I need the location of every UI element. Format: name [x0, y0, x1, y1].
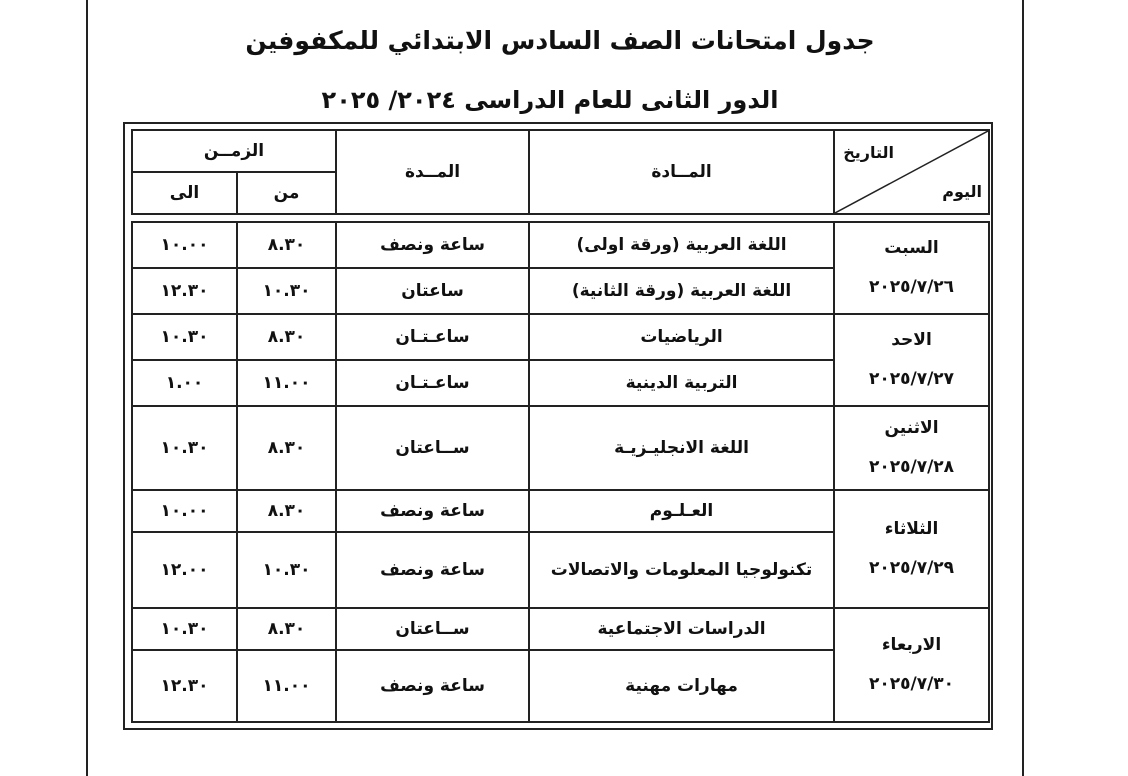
to-cell: ١٠.٠٠	[132, 490, 237, 532]
date-day-header	[834, 130, 989, 214]
day-name: الاربعاء	[881, 634, 942, 655]
day-name: الاحد	[891, 329, 932, 350]
day-date: ٢٠٢٥/٧/٢٧	[868, 369, 955, 389]
day-date: ٢٠٢٥/٧/٢٨	[868, 457, 955, 477]
subject-cell: مهارات مهنية	[529, 650, 834, 722]
subject-cell: اللغة العربية (ورقة اولى)	[529, 222, 834, 268]
to-cell: ١٠.٣٠	[132, 406, 237, 490]
table-row	[132, 314, 989, 360]
day-date: ٢٠٢٥/٧/٣٠	[868, 674, 955, 694]
to-cell: ١٢.٣٠	[132, 650, 237, 722]
duration-cell: ساعـتـان	[336, 360, 529, 406]
day-name: السبت	[884, 237, 939, 258]
table-row	[132, 406, 989, 490]
to-cell: ١٠.٣٠	[132, 314, 237, 360]
from-cell: ١١.٠٠	[237, 650, 336, 722]
subject-cell: اللغة الانجليـزيـة	[529, 406, 834, 490]
header-time: الزمــن	[132, 130, 336, 172]
from-cell: ٨.٣٠	[237, 608, 336, 650]
duration-cell: ساعـتـان	[336, 314, 529, 360]
day-date: ٢٠٢٥/٧/٢٩	[868, 558, 955, 578]
duration-cell: ســاعتان	[336, 406, 529, 490]
header-subject: المــادة	[529, 130, 834, 214]
table-row	[132, 490, 989, 532]
page-title: جدول امتحانات الصف السادس الابتدائي للمكفوفين	[245, 26, 875, 55]
subject-cell: الدراسات الاجتماعية	[529, 608, 834, 650]
header-to: الى	[132, 172, 237, 214]
duration-cell: ساعة ونصف	[336, 650, 529, 722]
day-name: الثلاثاء	[884, 518, 939, 539]
header-date: التاريخ	[843, 143, 895, 162]
day-cell	[834, 608, 989, 722]
day-name: الاثنين	[884, 417, 939, 438]
duration-cell: ساعة ونصف	[336, 222, 529, 268]
from-cell: ١٠.٣٠	[237, 268, 336, 314]
exam-schedule-table	[131, 129, 990, 723]
day-cell	[834, 222, 989, 314]
page-subtitle: الدور الثانى للعام الدراسى ٢٠٢٤/ ٢٠٢٥	[321, 86, 779, 114]
from-cell: ٨.٣٠	[237, 490, 336, 532]
subject-cell: الرياضيات	[529, 314, 834, 360]
day-cell	[834, 490, 989, 608]
day-cell	[834, 406, 989, 490]
header-duration: المــدة	[336, 130, 529, 214]
header-day: اليوم	[942, 182, 983, 201]
subject-cell: التربية الدينية	[529, 360, 834, 406]
table-row	[132, 222, 989, 268]
day-date: ٢٠٢٥/٧/٢٦	[868, 277, 955, 297]
day-cell	[834, 314, 989, 406]
subject-cell: العـلـوم	[529, 490, 834, 532]
subject-cell: تكنولوجيا المعلومات والاتصالات	[529, 532, 834, 608]
table-row	[132, 608, 989, 650]
from-cell: ٨.٣٠	[237, 406, 336, 490]
from-cell: ١٠.٣٠	[237, 532, 336, 608]
header-from: من	[237, 172, 336, 214]
from-cell: ١١.٠٠	[237, 360, 336, 406]
to-cell: ١٠.٠٠	[132, 222, 237, 268]
to-cell: ١.٠٠	[132, 360, 237, 406]
duration-cell: ساعة ونصف	[336, 490, 529, 532]
to-cell: ١٢.٠٠	[132, 532, 237, 608]
duration-cell: ساعتان	[336, 268, 529, 314]
to-cell: ١٠.٣٠	[132, 608, 237, 650]
to-cell: ١٢.٣٠	[132, 268, 237, 314]
from-cell: ٨.٣٠	[237, 222, 336, 268]
from-cell: ٨.٣٠	[237, 314, 336, 360]
duration-cell: ساعة ونصف	[336, 532, 529, 608]
subject-cell: اللغة العربية (ورقة الثانية)	[529, 268, 834, 314]
duration-cell: ســاعتان	[336, 608, 529, 650]
